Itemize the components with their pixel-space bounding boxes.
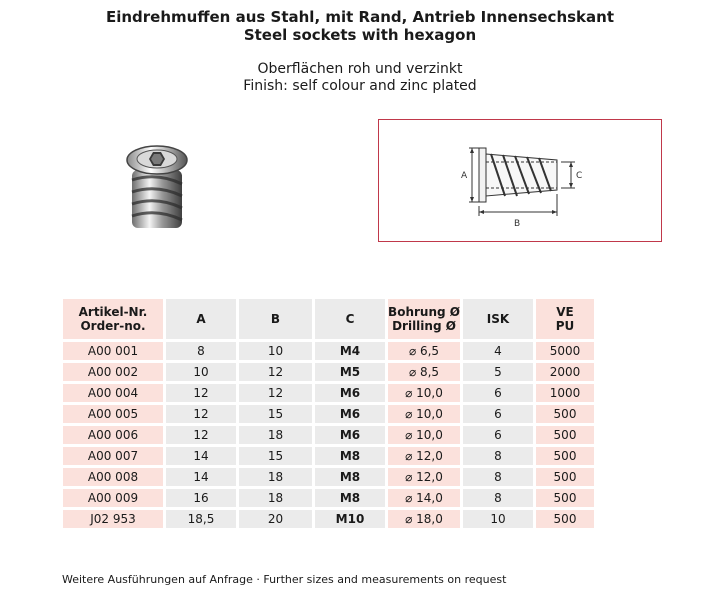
- table-row: [63, 510, 594, 528]
- table-cell: ⌀ 14,0: [388, 489, 460, 507]
- table-cell: 500: [536, 468, 594, 486]
- table-cell: 2000: [536, 363, 594, 381]
- table-cell: 15: [239, 447, 312, 465]
- table-cell: ⌀ 12,0: [388, 468, 460, 486]
- header-drilling: Bohrung Ø Drilling Ø: [388, 299, 460, 339]
- table-cell: 8: [463, 447, 533, 465]
- table-cell: M8: [315, 489, 385, 507]
- technical-drawing: [378, 119, 662, 242]
- table-cell: ⌀ 18,0: [388, 510, 460, 528]
- table-cell: A00 001: [63, 342, 163, 360]
- table-cell: ⌀ 10,0: [388, 405, 460, 423]
- table-cell: 8: [166, 342, 236, 360]
- header-pu: VE PU: [536, 299, 594, 339]
- table-cell: ⌀ 12,0: [388, 447, 460, 465]
- finish-english: Finish: self colour and zinc plated: [243, 78, 477, 94]
- header-c: C: [315, 299, 385, 339]
- table-cell: M8: [315, 447, 385, 465]
- dimension-a-label: A: [461, 171, 468, 181]
- spec-table: [60, 296, 597, 531]
- table-cell: 10: [463, 510, 533, 528]
- table-cell: A00 005: [63, 405, 163, 423]
- table-row: [63, 447, 594, 465]
- header-b: B: [239, 299, 312, 339]
- table-cell: M4: [315, 342, 385, 360]
- table-cell: M6: [315, 384, 385, 402]
- table-cell: M6: [315, 405, 385, 423]
- table-cell: A00 007: [63, 447, 163, 465]
- dimension-c-label: C: [576, 171, 583, 181]
- table-cell: 500: [536, 447, 594, 465]
- table-cell: 18: [239, 426, 312, 444]
- table-cell: 15: [239, 405, 312, 423]
- table-cell: ⌀ 10,0: [388, 426, 460, 444]
- table-cell: 8: [463, 468, 533, 486]
- table-row: [63, 342, 594, 360]
- table-row: [63, 405, 594, 423]
- table-header-row: [63, 299, 594, 339]
- table-row: [63, 363, 594, 381]
- table-cell: 12: [166, 384, 236, 402]
- table-cell: A00 009: [63, 489, 163, 507]
- table-cell: M8: [315, 468, 385, 486]
- header-a: A: [166, 299, 236, 339]
- table-cell: 16: [166, 489, 236, 507]
- table-cell: M5: [315, 363, 385, 381]
- finish-german: Oberflächen roh und verzinkt: [257, 61, 463, 77]
- table-cell: 5: [463, 363, 533, 381]
- table-cell: 6: [463, 426, 533, 444]
- table-cell: M6: [315, 426, 385, 444]
- table-row: [63, 489, 594, 507]
- table-row: [63, 426, 594, 444]
- table-cell: A00 008: [63, 468, 163, 486]
- title-english: Steel sockets with hexagon: [243, 26, 477, 44]
- threaded-socket-icon: [118, 140, 198, 236]
- table-cell: 18: [239, 468, 312, 486]
- table-cell: 12: [166, 426, 236, 444]
- table-cell: 500: [536, 405, 594, 423]
- table-cell: 5000: [536, 342, 594, 360]
- table-cell: 10: [166, 363, 236, 381]
- table-cell: 500: [536, 489, 594, 507]
- table-cell: 12: [239, 384, 312, 402]
- table-cell: 500: [536, 426, 594, 444]
- table-cell: 6: [463, 405, 533, 423]
- table-cell: 14: [166, 468, 236, 486]
- title-german: Eindrehmuffen aus Stahl, mit Rand, Antrieb Innensechskant: [105, 8, 614, 26]
- dimension-b-label: B: [514, 219, 521, 229]
- table-cell: 12: [239, 363, 312, 381]
- table-cell: A00 002: [63, 363, 163, 381]
- product-photo: [118, 140, 198, 236]
- table-cell: 20: [239, 510, 312, 528]
- table-cell: J02 953: [63, 510, 163, 528]
- table-cell: 10: [239, 342, 312, 360]
- header-article-no: Artikel-Nr. Order-no.: [63, 299, 163, 339]
- table-cell: 4: [463, 342, 533, 360]
- table-cell: 6: [463, 384, 533, 402]
- table-cell: 500: [536, 510, 594, 528]
- table-cell: ⌀ 6,5: [388, 342, 460, 360]
- table-cell: 12: [166, 405, 236, 423]
- table-cell: ⌀ 10,0: [388, 384, 460, 402]
- table-cell: 18: [239, 489, 312, 507]
- table-cell: A00 004: [63, 384, 163, 402]
- table-row: [63, 468, 594, 486]
- header-isk: ISK: [463, 299, 533, 339]
- table-cell: 14: [166, 447, 236, 465]
- table-cell: 18,5: [166, 510, 236, 528]
- table-cell: ⌀ 8,5: [388, 363, 460, 381]
- table-row: [63, 384, 594, 402]
- table-cell: 1000: [536, 384, 594, 402]
- table-cell: 8: [463, 489, 533, 507]
- table-cell: M10: [315, 510, 385, 528]
- table-cell: A00 006: [63, 426, 163, 444]
- footer-note: Weitere Ausführungen auf Anfrage · Further sizes and measurements on request: [62, 573, 507, 586]
